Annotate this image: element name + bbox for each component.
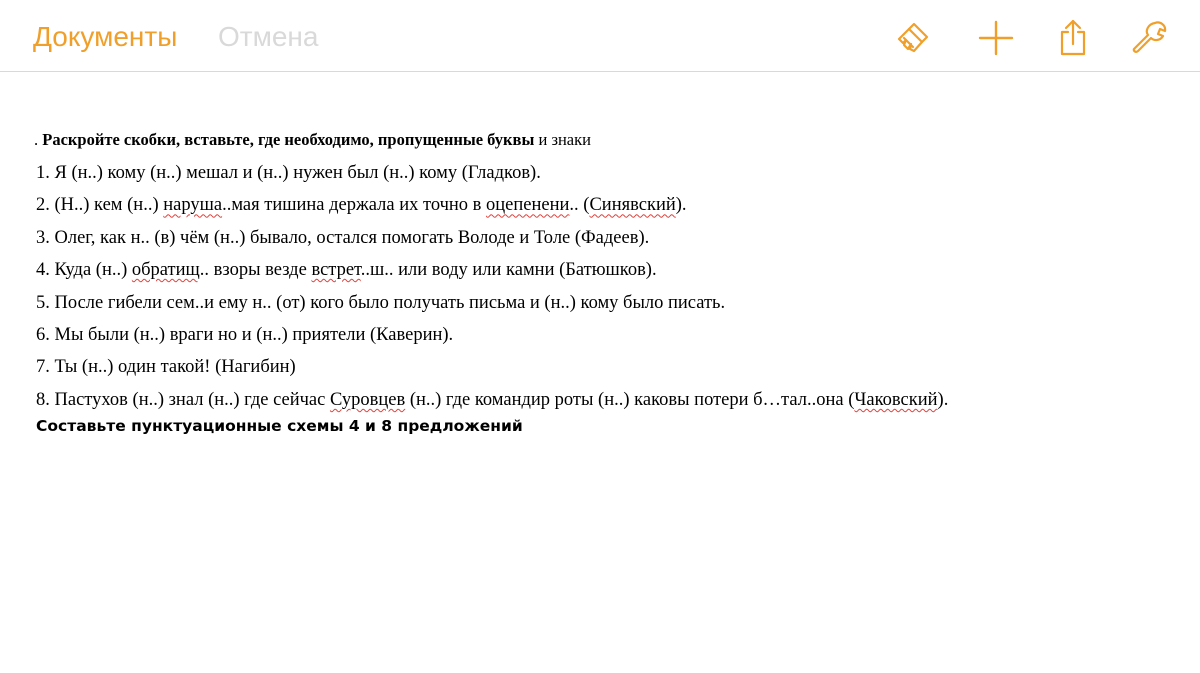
sentence-5[interactable]: 5. После гибели сем..и ему н.. (от) кого было получать письма и (н..) кому было писать. (36, 292, 726, 313)
spellcheck-word: обратищ (131, 260, 200, 281)
cancel-button[interactable]: Отмена (218, 21, 319, 52)
spellcheck-word: наруша (163, 195, 223, 216)
sentence-6[interactable]: 6. Мы были (н..) враги но и (н..) приятели (Каверин). (36, 325, 454, 346)
top-toolbar (0, 0, 1200, 72)
spellcheck-word: встрет (311, 260, 361, 281)
sentence-3[interactable]: 3. Олег, как н.. (в) чём (н..) бывало, остался помогать Володе и Толе (Фадеев). (36, 227, 650, 248)
task-instruction (34, 130, 591, 150)
sentence-list (36, 157, 948, 416)
sentence-7[interactable]: 7. Ты (н..) один такой! (Нагибин) (36, 357, 296, 378)
plus-icon[interactable] (976, 18, 1016, 58)
wrench-icon[interactable] (1130, 18, 1170, 58)
final-task[interactable]: Составьте пунктуационные схемы 4 и 8 предложений (36, 417, 523, 435)
instruction-tail: и знаки (534, 130, 591, 149)
spellcheck-word: Синявский (589, 195, 676, 216)
share-icon[interactable] (1053, 18, 1093, 58)
sentence-4[interactable]: 4. Куда (н..) обратищ.. взоры везде встрет..ш.. или воду или камни (Батюшков). (36, 260, 657, 281)
sentence-8[interactable]: 8. Пастухов (н..) знал (н..) где сейчас Суровцев (н..) где командир роты (н..) каковы потери б…тал..она (Чаковский). (36, 389, 949, 410)
sentence-2[interactable]: 2. (Н..) кем (н..) наруша..мая тишина держала их точно в оцепенени.. (Синявский). (36, 195, 687, 216)
instruction-bold: Раскройте скобки, вставьте, где необходимо, пропущенные буквы (42, 130, 535, 149)
documents-back-button[interactable]: Документы (33, 21, 178, 52)
document-page (0, 73, 1200, 673)
spellcheck-word: оцепенени (486, 195, 570, 216)
spellcheck-word: Суровцев (329, 389, 406, 410)
sentence-1[interactable]: 1. Я (н..) кому (н..) мешал и (н..) нужен был (н..) кому (Гладков). (36, 163, 541, 183)
instruction-prefix: . (34, 130, 43, 149)
paintbrush-icon[interactable] (893, 18, 933, 58)
spellcheck-word: Чаковский (854, 389, 938, 410)
